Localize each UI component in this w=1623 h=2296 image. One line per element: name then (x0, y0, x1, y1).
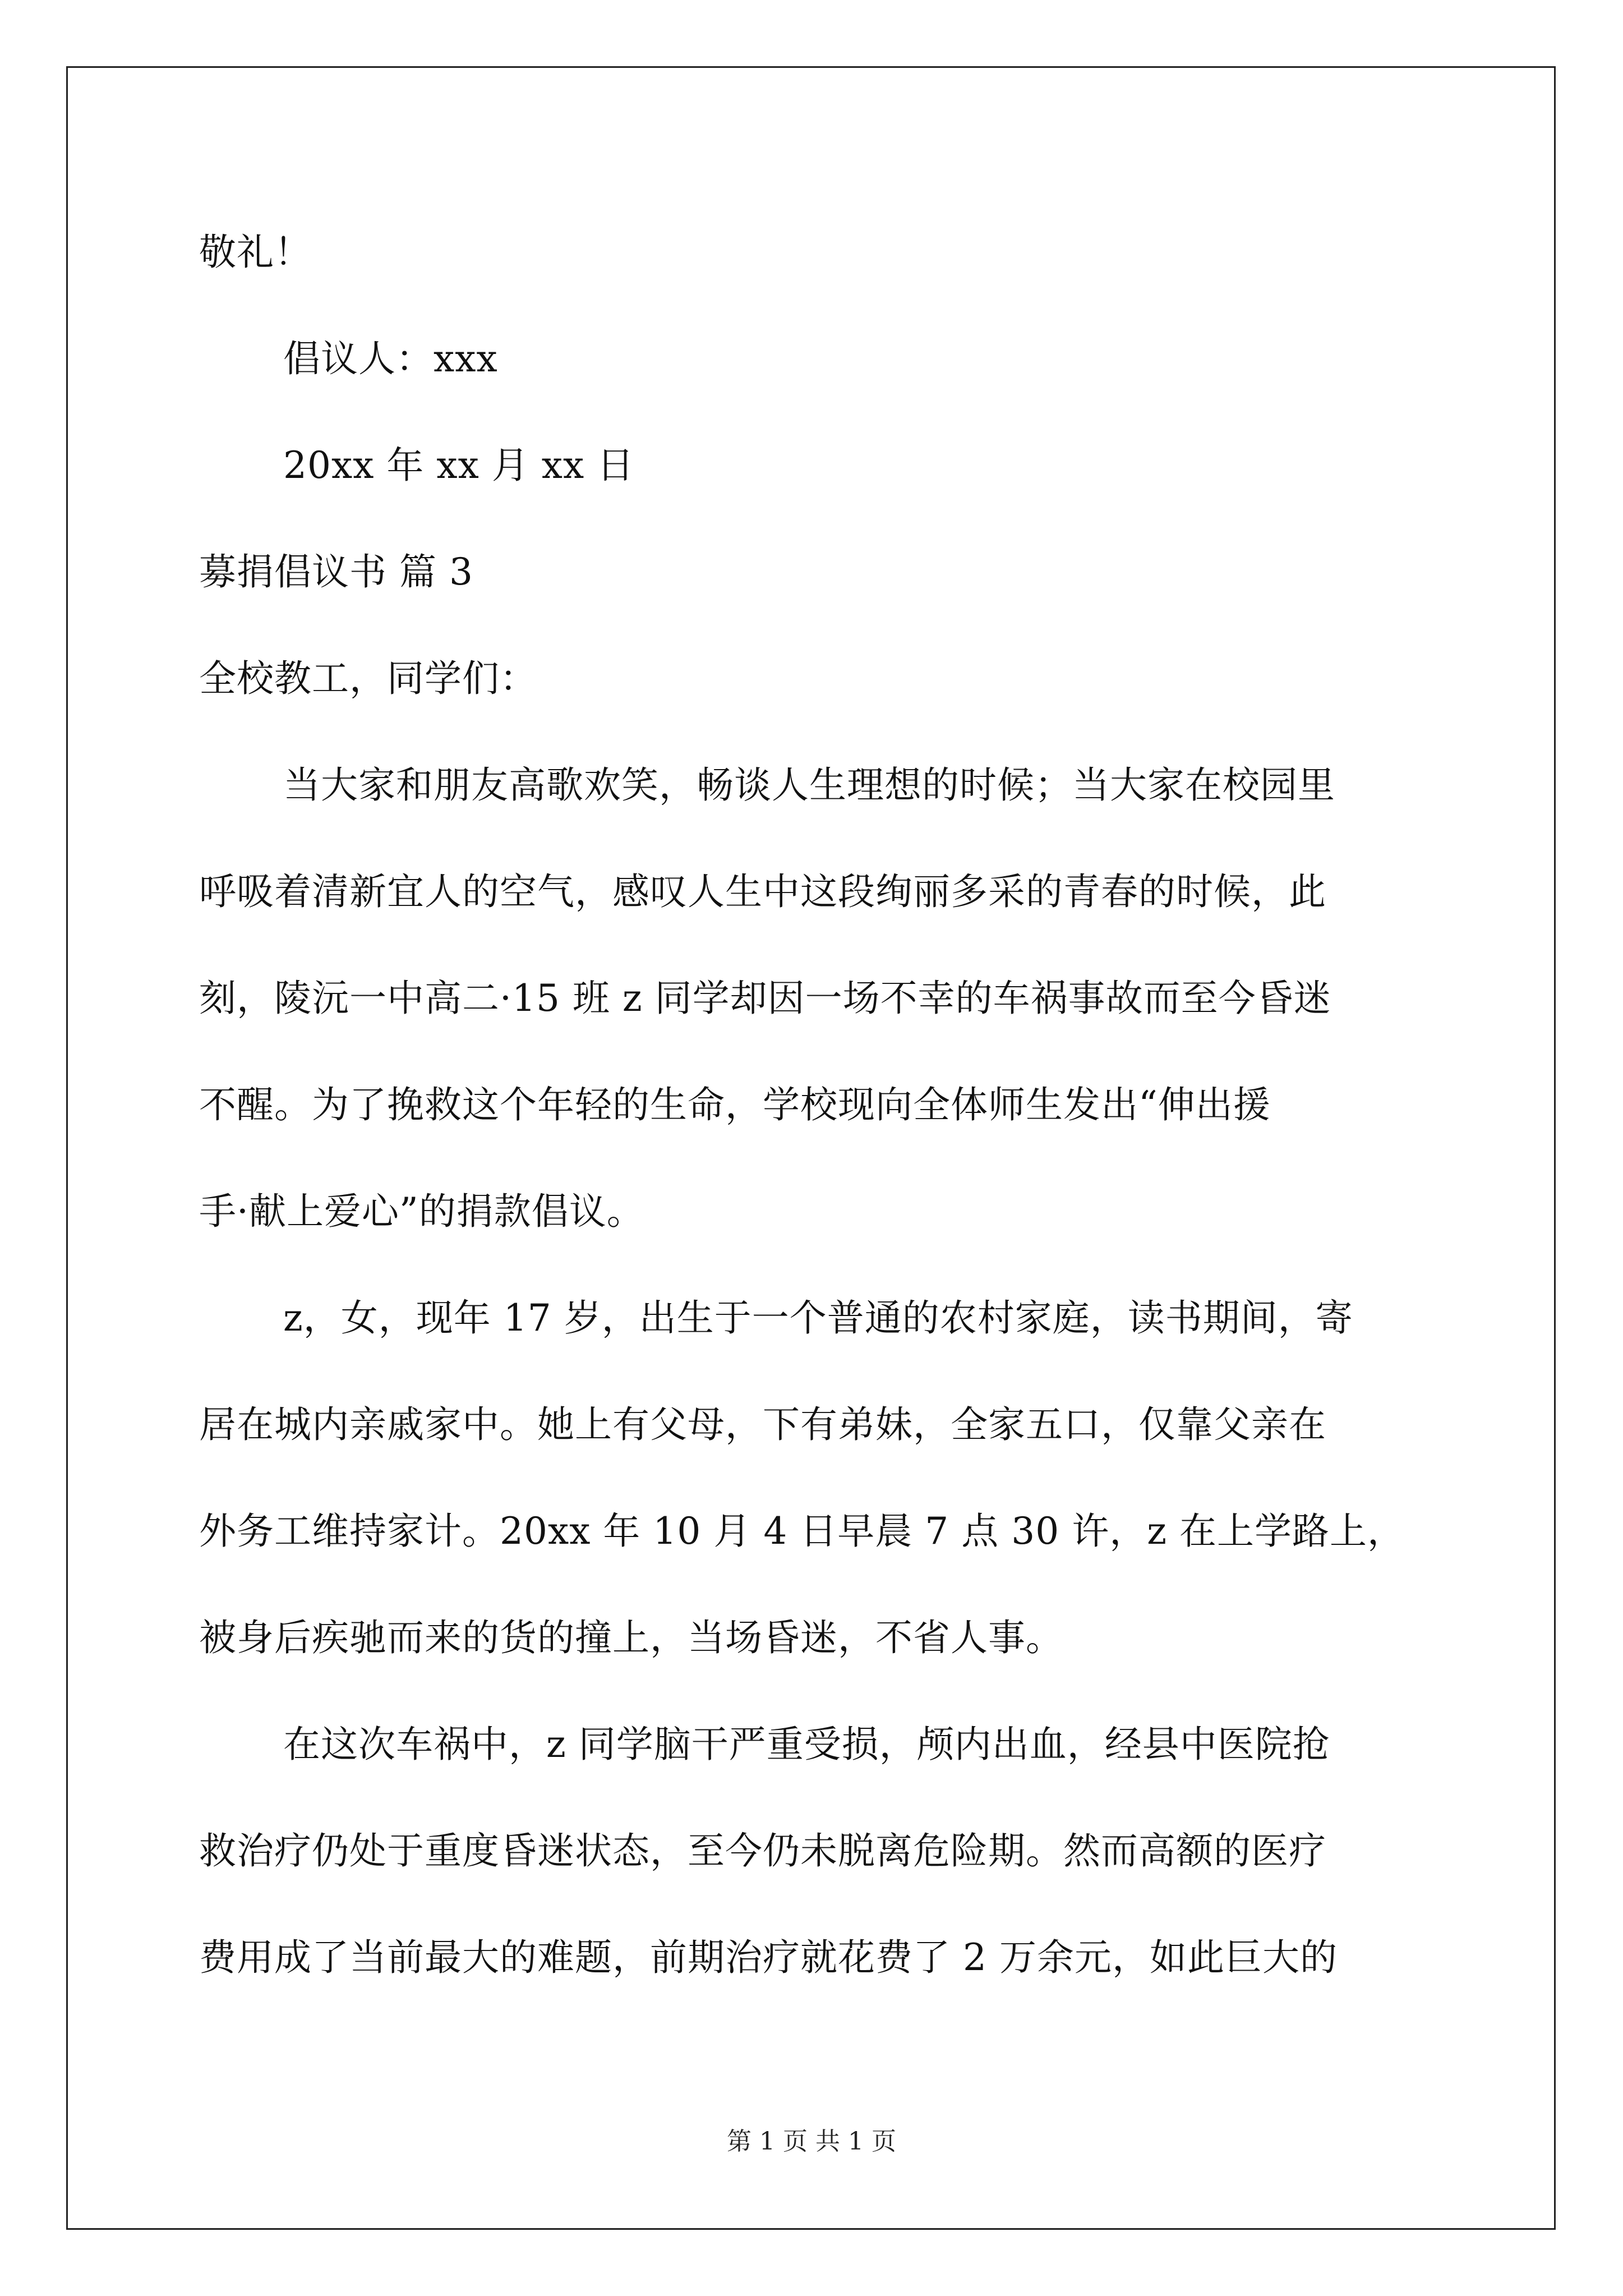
page-border (66, 66, 1556, 2230)
paragraph-1-line-2: 呼吸着清新宜人的空气，感叹人生中这段绚丽多采的青春的时候，此 (199, 870, 1326, 913)
closing-salute: 敬礼！ (199, 231, 312, 274)
paragraph-3-line-2: 救治疗仍处于重度昏迷状态，至今仍未脱离危险期。然而高额的医疗 (199, 1829, 1326, 1872)
page-number-footer: 第 1 页 共 1 页 (727, 2127, 896, 2156)
paragraph-2-line-4: 被身后疾驰而来的货的撞上，当场昏迷，不省人事。 (199, 1616, 1063, 1659)
salutation: 全校教工，同学们： (199, 657, 537, 700)
paragraph-2-line-3: 外务工维持家计。20xx 年 10 月 4 日早晨 7 点 30 许，z 在上学路上， (199, 1510, 1405, 1553)
paragraph-2-line-2: 居在城内亲戚家中。她上有父母，下有弟妹，全家五口，仅靠父亲在 (199, 1403, 1326, 1446)
paragraph-3-line-1: 在这次车祸中，z 同学脑干严重受损，颅内出血，经县中医院抢 (283, 1723, 1330, 1766)
signature-initiator: 倡议人：xxx (283, 337, 498, 380)
paragraph-1-line-3: 刻，陵沅一中高二·15 班 z 同学却因一场不幸的车祸事故而至今昏迷 (199, 977, 1331, 1020)
paragraph-3-line-3: 费用成了当前最大的难题，前期治疗就花费了 2 万余元，如此巨大的 (199, 1936, 1338, 1979)
signature-date: 20xx 年 xx 月 xx 日 (283, 444, 635, 487)
paragraph-1-line-4: 不醒。为了挽救这个年轻的生命，学校现向全体师生发出“伸出援 (199, 1083, 1271, 1126)
paragraph-2-line-1: z，女，现年 17 岁，出生于一个普通的农村家庭，读书期间，寄 (283, 1296, 1353, 1340)
section-heading: 募捐倡议书 篇 3 (199, 550, 473, 593)
paragraph-1-line-1: 当大家和朋友高歌欢笑，畅谈人生理想的时候；当大家在校园里 (283, 763, 1335, 807)
paragraph-1-line-5: 手·献上爱心”的捐款倡议。 (199, 1190, 644, 1233)
